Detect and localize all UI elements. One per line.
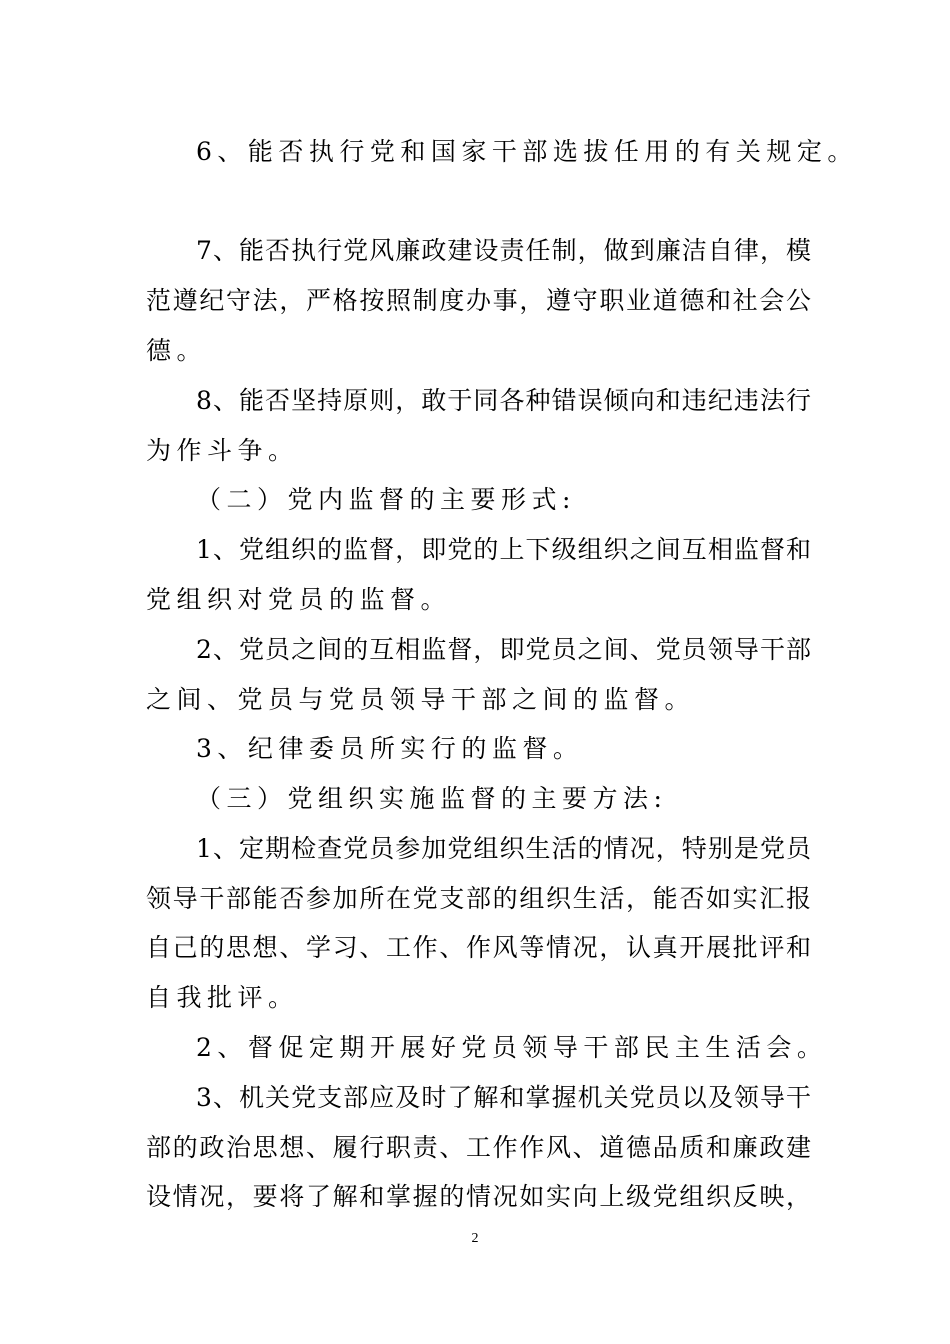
text-line: 2、党员之间的互相监督，即党员之间、党员领导干部 <box>196 635 811 664</box>
section-heading: （三）党组织实施监督的主要方法: <box>196 784 668 813</box>
text-line: 6、能否执行党和国家干部选拔任用的有关规定。 <box>196 137 858 166</box>
text-line: 范遵纪守法，严格按照制度办事，遵守职业道德和社会公 <box>146 286 811 315</box>
page-number: 2 <box>471 1231 479 1246</box>
text-line: 2、督促定期开展好党员领导干部民主生活会。 <box>196 1033 828 1062</box>
text-line: 为作斗争。 <box>146 436 299 465</box>
text-line: 3、纪律委员所实行的监督。 <box>196 734 584 763</box>
text-line: 7、能否执行党风廉政建设责任制，做到廉洁自律，模 <box>196 236 811 265</box>
text-line: 德。 <box>146 336 208 365</box>
text-line: 之间、党员与党员领导干部之间的监督。 <box>146 685 696 714</box>
section-heading: （二）党内监督的主要形式: <box>196 485 576 514</box>
text-line: 3、机关党支部应及时了解和掌握机关党员以及领导干 <box>196 1083 811 1112</box>
text-line: 自己的思想、学习、工作、作风等情况，认真开展批评和 <box>146 933 811 962</box>
text-line: 部的政治思想、履行职责、工作作风、道德品质和廉政建 <box>146 1133 811 1162</box>
text-line: 1、定期检查党员参加党组织生活的情况，特别是党员 <box>196 834 811 863</box>
text-line: 8、能否坚持原则，敢于同各种错误倾向和违纪违法行 <box>196 386 811 415</box>
text-line: 自我批评。 <box>146 983 299 1012</box>
text-line: 领导干部能否参加所在党支部的组织生活，能否如实汇报 <box>146 884 811 913</box>
text-line: 设情况，要将了解和掌握的情况如实向上级党组织反映， <box>146 1182 811 1211</box>
text-line: 1、党组织的监督，即党的上下级组织之间互相监督和 <box>196 535 811 564</box>
text-line: 党组织对党员的监督。 <box>146 585 452 614</box>
